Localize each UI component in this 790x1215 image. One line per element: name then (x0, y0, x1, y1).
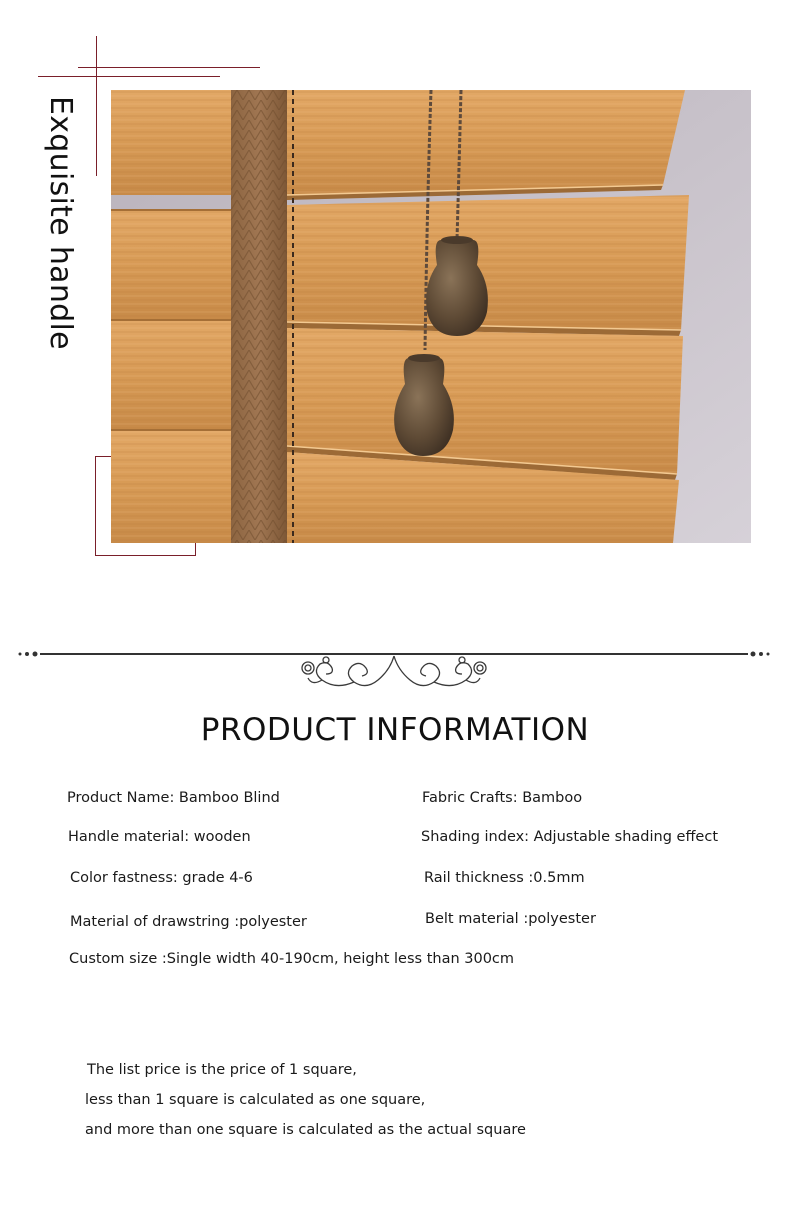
accent-line-vertical-top (96, 36, 97, 176)
accent-bracket-vertical (95, 456, 96, 556)
ornamental-divider (18, 640, 770, 700)
spec-rail-thickness: Rail thickness :0.5mm (424, 870, 585, 886)
accent-bracket-bottom (95, 555, 196, 556)
spec-shading-index: Shading index: Adjustable shading effect (421, 829, 719, 845)
swirl-ornament-icon (18, 640, 770, 700)
bamboo-blind-illustration (111, 90, 751, 543)
side-title (36, 96, 96, 350)
spec-custom-size: Custom size :Single width 40-190cm, height less than 300cm (69, 951, 515, 967)
spec-drawstring-material: Material of drawstring :polyester (70, 914, 307, 930)
pricing-note-line-1: The list price is the price of 1 square, (87, 1062, 357, 1078)
accent-line-horizontal-top (78, 67, 260, 68)
product-photo (111, 90, 751, 543)
right-slats (287, 90, 689, 543)
side-title-text: Exquisite handle (43, 96, 78, 350)
accent-bracket-right (195, 543, 196, 556)
pricing-note-line-2: less than 1 square is calculated as one square, (85, 1092, 426, 1108)
accent-line-horizontal-top-2 (38, 76, 220, 77)
spec-product-name: Product Name: Bamboo Blind (67, 790, 280, 806)
accent-bracket-top (95, 456, 111, 457)
spec-fabric-crafts: Fabric Crafts: Bamboo (422, 790, 583, 806)
product-information-heading: PRODUCT INFORMATION (200, 712, 590, 748)
pricing-note-line-3: and more than one square is calculated as the actual square (85, 1122, 526, 1138)
spec-color-fastness: Color fastness: grade 4-6 (70, 870, 253, 886)
spec-handle-material: Handle material: wooden (68, 829, 251, 845)
spec-belt-material: Belt material :polyester (425, 911, 596, 927)
